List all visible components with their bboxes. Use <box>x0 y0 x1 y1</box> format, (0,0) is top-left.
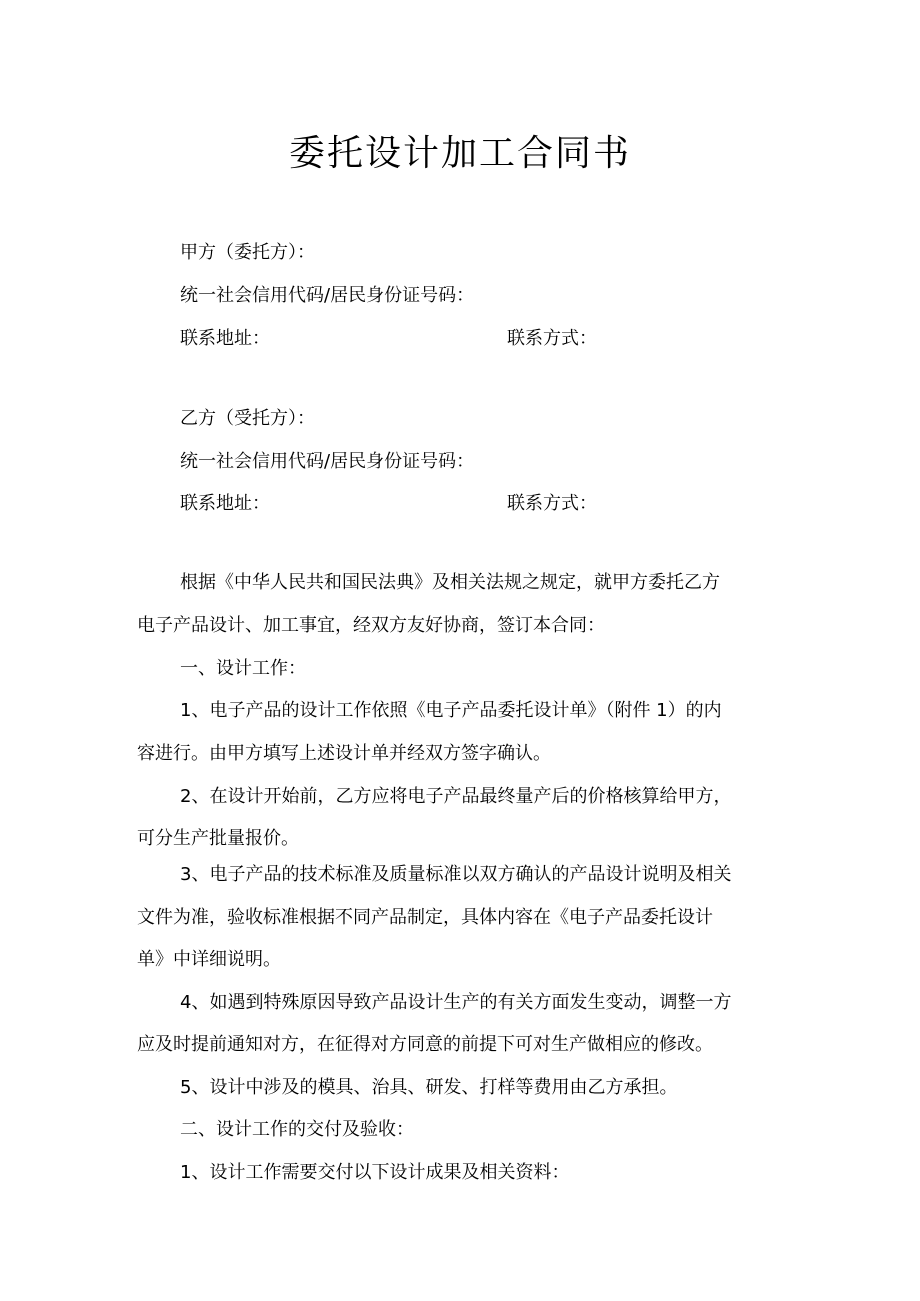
party-a-contact-label: 联系方式： <box>507 328 597 349</box>
body-line: 1、设计工作需要交付以下设计成果及相关资料： <box>180 1162 570 1183</box>
body-line: 可分生产批量报价。 <box>137 828 299 849</box>
section-heading: 一、设计工作： <box>180 658 306 679</box>
party-b-contact-label: 联系方式： <box>507 493 597 514</box>
body-line: 容进行。由甲方填写上述设计单并经双方签字确认。 <box>137 743 551 764</box>
party-b-heading: 乙方（受托方）： <box>180 408 315 429</box>
body-line: 2、在设计开始前，乙方应将电子产品最终量产后的价格核算给甲方， <box>180 786 732 807</box>
body-line: 单》中详细说明。 <box>137 949 281 970</box>
body-line: 3、电子产品的技术标准及质量标准以双方确认的产品设计说明及相关 <box>180 864 732 885</box>
body-line: 5、设计中涉及的模具、治具、研发、打样等费用由乙方承担。 <box>180 1077 678 1098</box>
body-line: 根据《中华人民共和国民法典》及相关法规之规定，就甲方委托乙方 <box>180 572 720 593</box>
body-line: 4、如遇到特殊原因导致产品设计生产的有关方面发生变动，调整一方 <box>180 992 732 1013</box>
body-line: 1、电子产品的设计工作依照《电子产品委托设计单》（附件 1）的内 <box>180 700 722 721</box>
party-a-heading: 甲方（委托方）： <box>180 242 315 263</box>
body-line: 文件为准，验收标准根据不同产品制定，具体内容在《电子产品委托设计 <box>137 907 713 928</box>
body-line: 电子产品设计、加工事宜，经双方友好协商，签订本合同： <box>137 615 605 636</box>
party-a-credit-code-label: 统一社会信用代码/居民身份证号码： <box>180 285 475 306</box>
party-b-credit-code-label: 统一社会信用代码/居民身份证号码： <box>180 451 475 472</box>
section-heading: 二、设计工作的交付及验收： <box>180 1119 414 1140</box>
party-b-address-label: 联系地址： <box>180 493 270 514</box>
body-line: 应及时提前通知对方，在征得对方同意的前提下可对生产做相应的修改。 <box>137 1034 713 1055</box>
party-a-address-label: 联系地址： <box>180 328 270 349</box>
document-title: 委托设计加工合同书 <box>288 133 631 174</box>
